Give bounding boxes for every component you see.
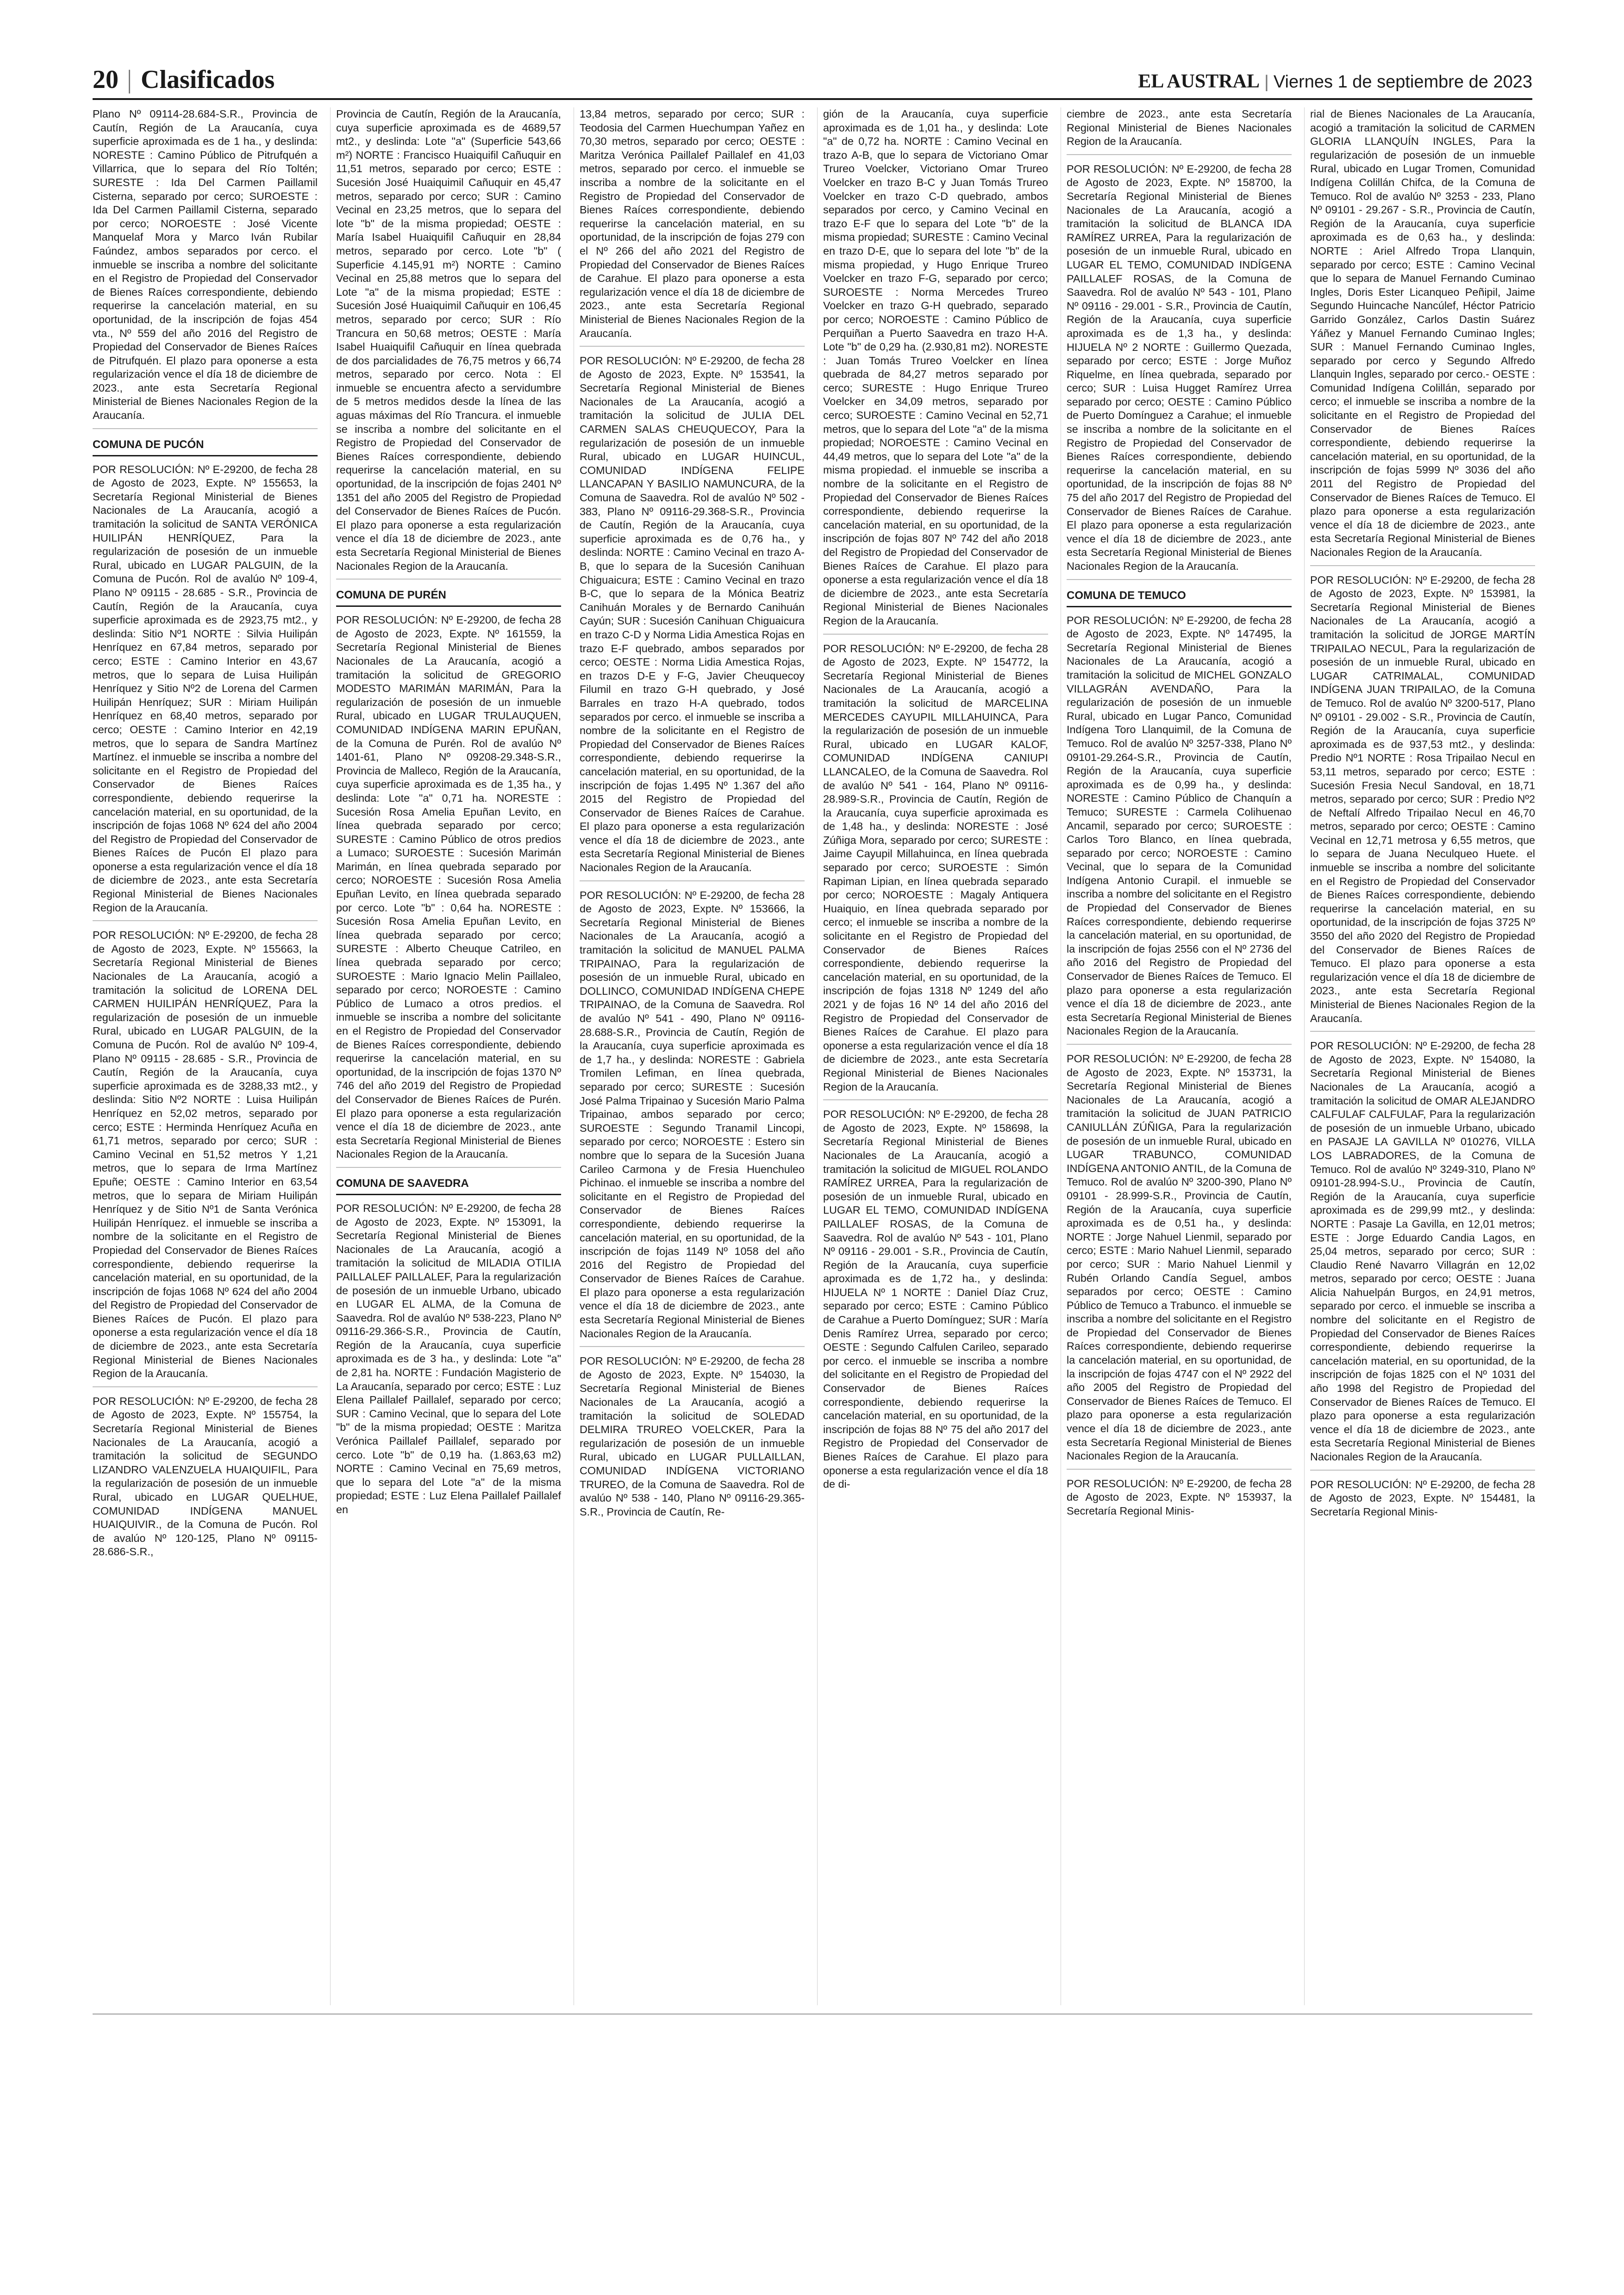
legal-notice: POR RESOLUCIÓN: Nº E-29200, de fecha 28 de Agosto de 2023, Expte. Nº 153541, la Secretaría Regional Ministerial de Bienes Nacionales de La Araucanía, acogió a tramitación la solicitud de JULIA DEL CARMEN SALAS CHEUQUECOY, Para la regularización de posesión de un inmueble Rural, ubicado en LUGAR HUINCUL, COMUNIDAD INDÍGENA FELIPE LLANCAPAN Y BASILIO NAMUNCURA, de la Comuna de Saavedra. Rol de avalúo Nº 502 - 383, Plano Nº 09116-29.368-S.R., Provincia de Cautín, Región de la Araucanía, cuya superficie aproximada es de 0,76 ha., y deslinda: NORTE : Camino Vecinal en trazo A-B, que lo separa de la Sucesión Canihuan Chiguaicura; ESTE : Camino Vecinal en trazo B-C, que lo separa de la Mónica Beatriz Canihuán Morales y de Bernardo Canihuán Cayún; SUR : Sucesión Canihuan Chiguaicura en trazo C-D y Norma Lidia Amestica Rojas en trazo E-F quebrado, ambos separados por cerco; OESTE : Norma Lidia Amestica Rojas, en trazos D-E y F-G, Javier Cheuquecoy Filumil en trazo G-H quebrado, y José Barrales en trazo H-A quebrado, todos separados por cerco. el inmueble se inscriba a nombre de la solicitante en el Registro de Propiedad del Conservador de Bienes Raíces correspondiente, debiendo requerirse la cancelación material, en su oportunidad, de la inscripción de fojas 1.495 Nº 1.367 del año 2015 del Registro de Propiedad del Conservador de Bienes Raíces de Carahue. El plazo para oponerse a esta regularización vence el día 18 de diciembre de 2023., ante esta Secretaría Regional Ministerial de Bienes Nacionales Region de la Araucanía.: [580, 354, 805, 881]
section-title: Clasificados: [141, 65, 275, 94]
legal-notice: POR RESOLUCIÓN: Nº E-29200, de fecha 28 de Agosto de 2023, Expte. Nº 154772, la Secretaría Regional Ministerial de Bienes Nacionales de La Araucanía, acogió a tramitación la solicitud de MARCELINA MERCEDES CAYUPIL MILLAHUINCA, Para la regularización de posesión de un inmueble Rural, ubicado en LUGAR KALOF, COMUNIDAD INDÍGENA CANIUPI LLANCALEO, de la Comuna de Saavedra. Rol de avalúo Nº 541 - 164, Plano Nº 09116-28.989-S.R., Provincia de Cautín, Región de la Araucanía, cuya superficie aproximada es de 1,48 ha., y deslinda: NORESTE : José Zúñiga Mora, separado por cerco; SURESTE : Jaime Cayupil Millahuinca, en línea quebrada separado por cerco; SUROESTE : Simón Rapiman Lipian, en línea quebrada separado por cerco; NOROESTE : Magaly Antiquera Huaiquio, en línea quebrada separado por cerco; el inmueble se inscriba a nombre de la solicitante en el Registro de Propiedad del Conservador de Bienes Raíces correspondiente, debiendo requerirse la cancelación material, en su oportunidad, de la inscripción de fojas 1318 Nº 1249 del año 2021 y de fojas 16 Nº 14 del año 2016 del Registro de Propiedad del Conservador de Bienes Raíces de Carahue. El plazo para oponerse a esta regularización vence el día 18 de diciembre de 2023., ante esta Secretaría Regional Ministerial de Bienes Nacionales Region de la Araucanía.: [823, 642, 1048, 1101]
legal-notice: POR RESOLUCIÓN: Nº E-29200, de fecha 28 de Agosto de 2023, Expte. Nº 147495, la Secretaría Regional Ministerial de Bienes Nacionales de La Araucanía, acogió a tramitación la solicitud de MICHEL GONZALO VILLAGRÁN AVENDAÑO, Para la regularización de posesión de un inmueble Rural, ubicado en Lugar Panco, Comunidad Indígena Toro Llanquimil, de la Comuna de Temuco. Rol de avalúo Nº 3257-338, Plano Nº 09101-29.264-S.R., Provincia de Cautín, Región de la Araucanía, cuya superficie aproximada es de 0,99 ha., y deslinda: NORESTE : Camino Público de Chanquín a Temuco; SURESTE : Carmela Colihuenao Ancamil, separado por cerco; SUROESTE : Carlos Toro Blanco, en línea quebrada, separado por cerco; NOROESTE : Camino Vecinal, que lo separa de la Comunidad Indígena Antonio Curapil. el inmueble se inscriba a nombre del solicitante en el Registro de Propiedad del Conservador de Bienes Raíces correspondiente, debiendo requerirse la cancelación material, en su oportunidad, de la inscripción de fojas 2556 con el Nº 2736 del año 2016 del Registro de Propiedad del Conservador de Bienes Raíces de Temuco. El plazo para oponerse a esta regularización vence el día 18 de diciembre de 2023., ante esta Secretaría Regional Ministerial de Bienes Nacionales Region de la Araucanía.: [1067, 614, 1292, 1045]
newspaper-name: EL AUSTRAL: [1138, 71, 1260, 92]
legal-notice: POR RESOLUCIÓN: Nº E-29200, de fecha 28 de Agosto de 2023, Expte. Nº 153937, la Secretaría Regional Minis-: [1067, 1477, 1292, 1517]
page-header: [93, 65, 1532, 94]
column-3: [580, 107, 805, 1996]
masthead-divider: |: [1264, 72, 1269, 92]
column-divider: [330, 107, 331, 2005]
legal-notice: POR RESOLUCIÓN: Nº E-29200, de fecha 28 de Agosto de 2023, Expte. Nº 155754, la Secretaría Regional Ministerial de Bienes Nacionales de La Araucanía, acogió a tramitación la solicitud de SEGUNDO LIZANDRO VALENZUELA HUAIQUIFIL, Para la regularización de posesión de un inmueble Rural, ubicado en LUGAR QUELHUE, COMUNIDAD INDÍGENA MANUEL HUAIQUIVIR., de la Comuna de Pucón. Rol de avalúo Nº 120-125, Plano Nº 09115- 28.686-S.R.,: [93, 1395, 318, 1558]
column-divider: [1304, 107, 1305, 2005]
masthead-info: [1138, 69, 1532, 95]
legal-notice: POR RESOLUCIÓN: Nº E-29200, de fecha 28 de Agosto de 2023, Expte. Nº 154481, la Secretaría Regional Minis-: [1310, 1478, 1535, 1518]
legal-notice: POR RESOLUCIÓN: Nº E-29200, de fecha 28 de Agosto de 2023, Expte. Nº 158698, la Secretaría Regional Ministerial de Bienes Nacionales de La Araucanía, acogió a tramitación la solicitud de MIGUEL ROLANDO RAMÍREZ URREA, Para la regularización de posesión de un inmueble Rural, ubicado en LUGAR EL TEMO, COMUNIDAD INDÍGENA PAILLALEF ROSAS, de la Comuna de Saavedra. Rol de avalúo Nº 543 - 101, Plano Nº 09116 - 29.001 - S.R., Provincia de Cautín, Región de la Araucanía, cuya superficie aproximada es de 1,72 ha., y deslinda: HIJUELA Nº 1 NORTE : Daniel Díaz Cruz, separado por cerco; ESTE : Camino Público de Carahue a Puerto Domínguez; SUR : María Denis Ramírez Urrea, separado por cerco; OESTE : Segundo Calfulen Carileo, separado por cerco. el inmueble se inscriba a nombre del solicitante en el Registro de Propiedad del Conservador de Bienes Raíces correspondiente, debiendo requerirse la cancelación material, en su oportunidad, de la inscripción de fojas 88 Nº 75 del año 2017 del Registro de Propiedad del Conservador de Bienes Raíces de Carahue. El plazo para oponerse a esta regularización vence el día 18 de di-: [823, 1108, 1048, 1491]
legal-notice: POR RESOLUCIÓN: Nº E-29200, de fecha 28 de Agosto de 2023, Expte. Nº 161559, la Secretaría Regional Ministerial de Bienes Nacionales de La Araucanía, acogió a tramitación la solicitud de GREGORIO MODESTO MARIMÁN MARIMÁN, Para la regularización de posesión de un inmueble Rural, ubicado en LUGAR TRULAUQUEN, COMUNIDAD INDÍGENA MARIN EPUÑAN, de la Comuna de Purén. Rol de avalúo Nº 1401-61, Plano Nº 09208-29.348-S.R., Provincia de Malleco, Región de la Araucanía, cuya superficie aproximada es de 1,35 ha., y deslinda: Lote "a" 0,71 ha. NORESTE : Sucesión Rosa Amelia Epuñan Levito, en línea quebrada separado por cerco; SURESTE : Camino Público de otros predios a Lumaco; SUROESTE : Sucesión Marimán Marimán, en línea quebrada separado por cerco; NOROESTE : Sucesión Rosa Amelia Epuñan Levito, en línea quebrada separado por cerco. Lote "b" : 0,64 ha. NORESTE : Sucesión Rosa Amelia Epuñan Levito, en línea quebrada separado por cerco; SURESTE : Alberto Cheuque Catrileo, en línea quebrada separado por cerco; SUROESTE : Mario Ignacio Melin Paillaleo, separado por cerco; NOROESTE : Camino Público de Lumaco a otros predios. el inmueble se inscriba a nombre del solicitante en el Registro de Propiedad del Conservador de Bienes Raíces correspondiente, debiendo requerirse la cancelación material, en su oportunidad, de la inscripción de fojas 1370 Nº 746 del año 2019 del Registro de Propiedad del Conservador de Bienes Raíces de Purén. El plazo para oponerse a esta regularización vence el día 18 de diciembre de 2023., ante esta Secretaría Regional Ministerial de Bienes Nacionales Region de la Araucanía.: [336, 613, 561, 1168]
legal-notice: gión de la Araucanía, cuya superficie aproximada es de 1,01 ha., y deslinda: Lote "a" de 0,72 ha. NORTE : Camino Vecinal en trazo A-B, que lo separa de Victoriano Omar Trureo Voelcker, Victoriano Omar Trureo Voelcker en trazo B-C y Juan Tomás Trureo Voelcker en trazo C-D quebrado, ambos separados por cerco, y Camino Vecinal en trazo E-F que lo separa del Lote "b" de la misma propiedad; SURESTE : Camino Vecinal en trazo D-E, que lo separa del lote "b" de la misma propiedad, y Hugo Enrique Trureo Voelcker en trazo F-G, separado por cerco; SUROESTE : Norma Mercedes Trureo Voelcker en trazo G-H quebrado, separado por cerco; NOROESTE : Camino Público de Perquiñan a Puerto Saavedra en trazo H-A. Lote "b" de 0,29 ha. (2.930,81 m2). NORESTE : Juan Tomás Trureo Voelcker en línea quebrada de 84,27 metros separado por cerco; SURESTE : Hugo Enrique Trureo Voelcker en 34,09 metros, separado por cerco; SUROESTE : Camino Vecinal en 52,71 metros, que lo separa del Lote "a" de la misma propiedad; NOROESTE : Camino Vecinal en 44,49 metros, que lo separa del Lote "a" de la misma propiedad. el inmueble se inscriba a nombre de la solicitante en el Registro de Propiedad del Conservador de Bienes Raíces correspondiente, debiendo requerirse la cancelación material, en su oportunidad, de la inscripción de fojas 807 Nº 742 del año 2018 del Registro de Propiedad del Conservador de Bienes Raíces de Carahue. El plazo para oponerse a esta regularización vence el día 18 de diciembre de 2023., ante esta Secretaría Regional Ministerial de Bienes Nacionales Region de la Araucanía.: [823, 107, 1048, 635]
column-4: [823, 107, 1048, 1996]
comuna-heading: COMUNA DE PUCÓN: [93, 437, 318, 456]
legal-notice: POR RESOLUCIÓN: Nº E-29200, de fecha 28 de Agosto de 2023, Expte. Nº 158700, la Secretaría Regional Ministerial de Bienes Nacionales de La Araucanía, acogió a tramitación la solicitud de BLANCA IDA RAMÍREZ URREA, Para la regularización de posesión de un inmueble Rural, ubicado en LUGAR EL TEMO, COMUNIDAD INDÍGENA PAILLALEF ROSAS, de la Comuna de Saavedra. Rol de avalúo Nº 543 - 101, Plano Nº 09116 - 29.001 - S.R., Provincia de Cautín, Región de la Araucanía, cuya superficie aproximada es de 1,3 ha., y deslinda: HIJUELA Nº 2 NORTE : Guillermo Quezada, separado por cerco; ESTE : Jorge Muñoz Riquelme, en línea quebrada, separado por cerco; SUR : Luisa Hugget Ramírez Urrea separado por cerco; OESTE : Camino Público de Puerto Domínguez a Carahue; el inmueble se inscriba a nombre de la solicitante en el Registro de Propiedad del Conservador de Bienes Raíces correspondiente, debiendo requerirse la cancelación material, en su oportunidad, de la inscripción de fojas 88 Nº 75 del año 2017 del Registro de Propiedad del Conservador de Bienes Raíces de Carahue. El plazo para oponerse a esta regularización vence el día 18 de diciembre de 2023., ante esta Secretaría Regional Ministerial de Bienes Nacionales Region de la Araucanía.: [1067, 162, 1292, 580]
legal-notice: POR RESOLUCIÓN: Nº E-29200, de fecha 28 de Agosto de 2023, Expte. Nº 154030, la Secretaría Regional Ministerial de Bienes Nacionales de La Araucanía, acogió a tramitación la solicitud de SOLEDAD DELMIRA TRUREO VOELCKER, Para la regularización de posesión de un inmueble Rural, ubicado en LUGAR PULLAILLAN, COMUNIDAD INDÍGENA VICTORIANO TRUREO, de la Comuna de Saavedra. Rol de avalúo Nº 538 - 140, Plano Nº 09116-29.365-S.R., Provincia de Cautín, Re-: [580, 1355, 805, 1518]
legal-notice: ciembre de 2023., ante esta Secretaría Regional Ministerial de Bienes Nacionales Region de la Araucanía.: [1067, 107, 1292, 155]
column-divider: [817, 107, 818, 2005]
legal-notice: POR RESOLUCIÓN: Nº E-29200, de fecha 28 de Agosto de 2023, Expte. Nº 153091, la Secretaría Regional Ministerial de Bienes Nacionales de La Araucanía, acogió a tramitación la solicitud de MILADIA OTILIA PAILLALEF PAILLALEF, Para la regularización de posesión de un inmueble Urbano, ubicado en LUGAR EL ALMA, de la Comuna de Saavedra. Rol de avalúo Nº 538-223, Plano Nº 09116-29.366-S.R., Provincia de Cautín, Región de la Araucanía, cuya superficie aproximada es de 3 ha., y deslinda: Lote "a" de 2,81 ha. NORTE : Fundación Magisterio de La Araucanía, separado por cerco; ESTE : Luz Elena Paillalef Paillalef, separado por cerco; SUR : Camino Vecinal, que lo separa del Lote "b" de la misma propiedad; OESTE : Maritza Verónica Paillalef Paillalef, separado por cerco. Lote "b" de 0,19 ha. (1.863,63 m2) NORTE : Camino Vecinal en 75,69 metros, que lo separa del Lote "a" de la misma propiedad; ESTE : Luz Elena Paillalef Paillalef en: [336, 1202, 561, 1515]
legal-notice: POR RESOLUCIÓN: Nº E-29200, de fecha 28 de Agosto de 2023, Expte. Nº 153731, la Secretaría Regional Ministerial de Bienes Nacionales de La Araucanía, acogió a tramitación la solicitud de JUAN PATRICIO CANIULLÁN ZÚÑIGA, Para la regularización de posesión de un inmueble Rural, ubicado en LUGAR TRABUNCO, COMUNIDAD INDÍGENA ANTONIO ANTIL, de la Comuna de Temuco. Rol de avalúo Nº 3200-390, Plano Nº 09101 - 28.999-S.R., Provincia de Cautín, Región de la Araucanía, cuya superficie aproximada es de 0,51 ha., y deslinda: NORTE : Jorge Nahuel Lienmil, separado por cerco; ESTE : Mario Nahuel Lienmil, separado por cerco; SUR : Mario Nahuel Lienmil y Rubén Orlando Candía Seguel, ambos separados por cerco; OESTE : Camino Público de Temuco a Trabunco. el inmueble se inscriba a nombre del solicitante en el Registro de Propiedad del Conservador de Bienes Raíces correspondiente, debiendo requerirse la cancelación material, en su oportunidad, de la inscripción de fojas 4747 con el Nº 2922 del año 2005 del Registro de Propiedad del Conservador de Bienes Raíces de Temuco. El plazo para oponerse a esta regularización vence el día 18 de diciembre de 2023., ante esta Secretaría Regional Ministerial de Bienes Nacionales Region de la Araucanía.: [1067, 1052, 1292, 1470]
column-5: [1067, 107, 1292, 1996]
legal-notice: POR RESOLUCIÓN: Nº E-29200, de fecha 28 de Agosto de 2023, Expte. Nº 154080, la Secretaría Regional Ministerial de Bienes Nacionales de La Araucanía, acogió a tramitación la solicitud de OMAR ALEJANDRO CALFULAF CALFULAF, Para la regularización de posesión de un inmueble Urbano, ubicado en PASAJE LA GAVILLA Nº 010276, VILLA LOS LABRADORES, de la Comuna de Temuco. Rol de avalúo Nº 3249-310, Plano Nº 09101-28.994-S.U., Provincia de Cautín, Región de la Araucanía, cuya superficie aproximada es de 299,99 mt2., y deslinda: NORTE : Pasaje La Gavilla, en 12,01 metros; ESTE : Jorge Eduardo Candia Lagos, en 25,04 metros, separado por cerco; SUR : Claudio René Navarro Villagrán en 12,02 metros, separado por cerco; OESTE : Juana Alicia Nahuelpán Burgos, en 24,91 metros, separado por cerco. el inmueble se inscriba a nombre del solicitante en el Registro de Propiedad del Conservador de Bienes Raíces correspondiente, debiendo requerirse la cancelación material, en su oportunidad, de la inscripción de fojas 1825 con el Nº 1031 del año 1998 del Registro de Propiedad del Conservador de Bienes Raíces de Temuco. El plazo para oponerse a esta regularización vence el día 18 de diciembre de 2023., ante esta Secretaría Regional Ministerial de Bienes Nacionales Region de la Araucanía.: [1310, 1039, 1535, 1470]
legal-notice: Provincia de Cautín, Región de la Araucanía, cuya superficie aproximada es de 4689,57 mt2., y deslinda: Lote "a" (Superficie 543,66 m²) NORTE : Francisco Huaiquifil Cañuquir en 11,51 metros, separado por cerco; ESTE : Sucesión José Huaiquimil Cañuquir en 45,47 metros, separado por cerco; SUR : Camino Vecinal en 23,25 metros, que lo separa del lote "b" de la misma propiedad; OESTE : María Isabel Huaiquifil Cañuquir en 28,84 metros, separado por cerco. Lote "b" ( Superficie 4.145,91 m²) NORTE : Camino Vecinal en 25,88 metros que lo separa del Lote "a" de la misma propiedad; ESTE : Sucesión José Huaiquimil Cañuquir en 106,45 metros, separado por cerco; SUR : Río Trancura en 50,68 metros; OESTE : María Isabel Huaiquifil Cañuquir en línea quebrada de dos parcialidades de 76,75 metros y 66,74 metros, separado por cerco. Nota : El inmueble se encuentra afecto a servidumbre de 5 metros medidos desde la línea de las aguas máximas del Río Trancura. el inmueble se inscriba a nombre del solicitante en el Registro de Propiedad del Conservador de Bienes Raíces correspondiente, debiendo requerirse la cancelación material, en su oportunidad, de la inscripción de fojas 2401 Nº 1351 del año 2005 del Registro de Propiedad del Conservador de Bienes Raíces de Pucón. El plazo para oponerse a esta regularización vence el día 18 de diciembre de 2023., ante esta Secretaría Regional Ministerial de Bienes Nacionales Region de la Araucanía.: [336, 107, 561, 580]
header-divider: |: [127, 65, 132, 94]
legal-notice: POR RESOLUCIÓN: Nº E-29200, de fecha 28 de Agosto de 2023, Expte. Nº 155663, la Secretaría Regional Ministerial de Bienes Nacionales de La Araucanía, acogió a tramitación la solicitud de LORENA DEL CARMEN HUILIPÁN HENRÍQUEZ, Para la regularización de posesión de un inmueble Rural, ubicado en LUGAR PALGUIN, de la Comuna de Pucón. Rol de avalúo Nº 109-4, Plano Nº 09115 - 28.685 - S.R., Provincia de Cautín, Región de la Araucanía, cuya superficie aproximada es de 3288,33 mt2., y deslinda: Sitio Nº2 NORTE : Luisa Huilipán Henríquez en 52,02 metros, separado por cerco; ESTE : Herminda Henríquez Acuña en 61,71 metros, separado por cerco; SUR : Camino Vecinal en 51,52 metros Y 1,21 metros, que lo separa de Irma Martínez Epuñe; OESTE : Camino Interior en 63,54 metros, que lo separa de Miriam Huilipán Henríquez y de Sitio Nº1 de Santa Verónica Huilipán Henríquez. el inmueble se inscriba a nombre de la solicitante en el Registro de Propiedad del Conservador de Bienes Raíces correspondiente, debiendo requerirse la cancelación material, en su oportunidad, de la inscripción de fojas 1068 Nº 624 del año 2004 del Registro de Propiedad del Conservador de Bienes Raíces de Pucón. El plazo para oponerse a esta regularización vence el día 18 de diciembre de 2023., ante esta Secretaría Regional Ministerial de Bienes Nacionales Region de la Araucanía.: [93, 929, 318, 1387]
column-6: [1310, 107, 1535, 1996]
column-1: [93, 107, 318, 1996]
legal-notice: Plano Nº 09114-28.684-S.R., Provincia de Cautín, Región de La Araucanía, cuya superficie aproximada es de 1 ha., y deslinda: NORESTE : Camino Público de Pitrufquén a Villarrica, que lo separa del Río Toltén; SURESTE : Ida Del Carmen Paillamil Cisterna, separado por cerco; SUROESTE : Ida Del Carmen Paillamil Cisterna, separado por cerco; NOROESTE : José Vicente Manquelaf Mora y Marco Iván Rubilar Faúndez, ambos separados por cerco. el inmueble se inscriba a nombre del solicitante en el Registro de Propiedad del Conservador de Bienes Raíces correspondiente, debiendo requerirse la cancelación material, en su oportunidad, de la inscripción de fojas 454 vta., Nº 559 del año 2016 del Registro de Propiedad del Conservador de Bienes Raíces de Pitrufquén. El plazo para oponerse a esta regularización vence el día 18 de diciembre de 2023., ante esta Secretaría Regional Ministerial de Bienes Nacionales Region de la Araucanía.: [93, 107, 318, 429]
page-number: 20: [93, 65, 119, 94]
column-2: [336, 107, 561, 1996]
legal-notice: 13,84 metros, separado por cerco; SUR : Teodosia del Carmen Huechumpan Yañez en 70,30 metros, separado por cerco; OESTE : Maritza Verónica Paillalef Paillalef en 41,03 metros, separado por cerco. el inmueble se inscriba a nombre de la solicitante en el Registro de Propiedad del Conservador de Bienes Raíces correspondiente, debiendo requerirse la cancelación material, en su oportunidad, de la inscripción de fojas 279 con el Nº 266 del año 2021 del Registro de Propiedad del Conservador de Bienes Raíces de Carahue. El plazo para oponerse a esta regularización vence el día 18 de diciembre de 2023., ante esta Secretaría Regional Ministerial de Bienes Nacionales Region de la Araucanía.: [580, 107, 805, 347]
legal-notice: POR RESOLUCIÓN: Nº E-29200, de fecha 28 de Agosto de 2023, Expte. Nº 153666, la Secretaría Regional Ministerial de Bienes Nacionales de La Araucanía, acogió a tramitación la solicitud de MANUEL PALMA TRIPAINAO, Para la regularización de posesión de un inmueble Rural, ubicado en DOLLINCO, COMUNIDAD INDÍGENA CHEPE TRIPAINAO, de la Comuna de Saavedra. Rol de avalúo Nº 541 - 490, Plano Nº 09116-28.688-S.R., Provincia de Cautín, Región de la Araucanía, cuya superficie aproximada es de 1,7 ha., y deslinda: NORESTE : Gabriela Tromilen Lefiman, en línea quebrada, separado por cerco; SURESTE : Sucesión José Palma Tripainao y Sucesión Mario Palma Tripainao, ambos separado por cerco; SUROESTE : Segundo Tranamil Lincopi, separado por cerco; NOROESTE : Estero sin nombre que lo separa de la Sucesión Juana Carileo Carmona y de Fresia Huenchuleo Pichinao. el inmueble se inscriba a nombre del solicitante en el Registro de Propiedad del Conservador de Bienes Raíces correspondiente, debiendo requerirse la cancelación material, en su oportunidad, de la inscripción de fojas 1149 Nº 1058 del año 2016 del Registro de Propiedad del Conservador de Bienes Raíces de Carahue. El plazo para oponerse a esta regularización vence el día 18 de diciembre de 2023., ante esta Secretaría Regional Ministerial de Bienes Nacionales Region de la Araucanía.: [580, 889, 805, 1347]
comuna-heading: COMUNA DE SAAVEDRA: [336, 1175, 561, 1195]
comuna-heading: COMUNA DE PURÉN: [336, 587, 561, 607]
header-rule: [93, 98, 1532, 100]
legal-notice: POR RESOLUCIÓN: Nº E-29200, de fecha 28 de Agosto de 2023, Expte. Nº 155653, la Secretaría Regional Ministerial de Bienes Nacionales de La Araucanía, acogió a tramitación la solicitud de SANTA VERÓNICA HUILIPÁN HENRÍQUEZ, Para la regularización de posesión de un inmueble Rural, ubicado en LUGAR PALGUIN, de la Comuna de Pucón. Rol de avalúo Nº 109-4, Plano Nº 09115 - 28.685 - S.R., Provincia de Cautín, Región de la Araucanía, cuya superficie aproximada es de 2923,75 mt2., y deslinda: Sitio Nº1 NORTE : Silvia Huilipán Henríquez en 67,84 metros, separado por cerco; ESTE : Camino Interior en 43,67 metros, que lo separa de Luisa Huilipán Henríquez y Sitio Nº2 de Lorena del Carmen Huilipán Henríquez; SUR : Miriam Huilipán Henríquez en 68,40 metros, separado por cerco; OESTE : Camino Interior en 42,19 metros, que lo separa de Sandra Martínez Martínez. el inmueble se inscriba a nombre del solicitante en el Registro de Propiedad del Conservador de Bienes Raíces correspondiente, debiendo requerirse la cancelación material, en su oportunidad, de la inscripción de fojas 1068 Nº 624 del año 2004 del Registro de Propiedad del Conservador de Bienes Raíces de Pucón El plazo para oponerse a esta regularización vence el día 18 de diciembre de 2023., ante esta Secretaría Regional Ministerial de Bienes Nacionales Region de la Araucanía.: [93, 463, 318, 922]
legal-notice: rial de Bienes Nacionales de La Araucanía, acogió a tramitación la solicitud de CARMEN GLORIA LLANQUÍN INGLES, Para la regularización de posesión de un inmueble Rural, ubicado en Lugar Tromen, Comunidad Indígena Colillán Chifca, de la Comuna de Temuco. Rol de avalúo Nº 3253 - 233, Plano Nº 09101 - 29.267 - S.R., Provincia de Cautín, Región de la Araucanía, cuya superficie aproximada es de 0,63 ha., y deslinda: NORTE : Ariel Alfredo Tropa Llanquin, separado por cerco; ESTE : Camino Vecinal que lo separa de Manuel Fernando Cuminao Ingles, Doris Ester Licanqueo Peñipil, Jaime Segundo Huincache Nancúlef, Héctor Patricio Garrido González, Carlos Dastin Suárez Yáñez y Manuel Fernando Cuminao Ingles; SUR : Manuel Fernando Cuminao Ingles, separado por cerco y Segundo Alfredo Llanquin Ingles, separado por cerco.- OESTE : Comunidad Indígena Colillán, separado por cerco; el inmueble se inscriba a nombre de la solicitante en el Registro de Propiedad del Conservador de Bienes Raíces correspondiente, debiendo requerirse la cancelación material, en su oportunidad, de la inscripción de fojas 5999 Nº 3036 del año 2011 del Registro de Propiedad del Conservador de Bienes Raíces de Temuco. El plazo para oponerse a esta regularización vence el día 18 de diciembre de 2023., ante esta Secretaría Regional Ministerial de Bienes Nacionales Region de la Araucanía.: [1310, 107, 1535, 566]
comuna-heading: COMUNA DE TEMUCO: [1067, 587, 1292, 607]
legal-notice: POR RESOLUCIÓN: Nº E-29200, de fecha 28 de Agosto de 2023, Expte. Nº 153981, la Secretaría Regional Ministerial de Bienes Nacionales de La Araucanía, acogió a tramitación la solicitud de JORGE MARTÍN TRIPAILAO NECUL, Para la regularización de posesión de un inmueble Rural, ubicado en LUGAR CATRIMALAL, COMUNIDAD INDÍGENA JUAN TRIPAILAO, de la Comuna de Temuco. Rol de avalúo Nº 3200-517, Plano Nº 09101 - 29.002 - S.R., Provincia de Cautín, Región de la Araucanía, cuya superficie aproximada es de 937,53 mt2., y deslinda: Predio Nº1 NORTE : Rosa Tripailao Necul en 53,11 metros, separado por cerco; ESTE : Sucesión Fresia Necul Sandoval, en 18,71 metros, separado por cerco; SUR : Predio Nº2 de Neftalí Alfredo Tripailao Necul en 46,70 metros, separado por cerco; OESTE : Camino Vecinal en 12,71 metrosa y 6,55 metros, que lo separa de Juana Neculqueo Huete. el inmueble se inscriba a nombre del solicitante en el Registro de Propiedad del Conservador de Bienes Raíces correspondiente, debiendo requerirse la cancelación material, en su oportunidad, de la inscripción de fojas 3725 Nº 3550 del año 2020 del Registro de Propiedad del Conservador de Bienes Raíces de Temuco. El plazo para oponerse a esta regularización vence el día 18 de diciembre de 2023., ante esta Secretaría Regional Ministerial de Bienes Nacionales Region de la Araucanía.: [1310, 574, 1535, 1032]
issue-date: Viernes 1 de septiembre de 2023: [1273, 72, 1532, 92]
